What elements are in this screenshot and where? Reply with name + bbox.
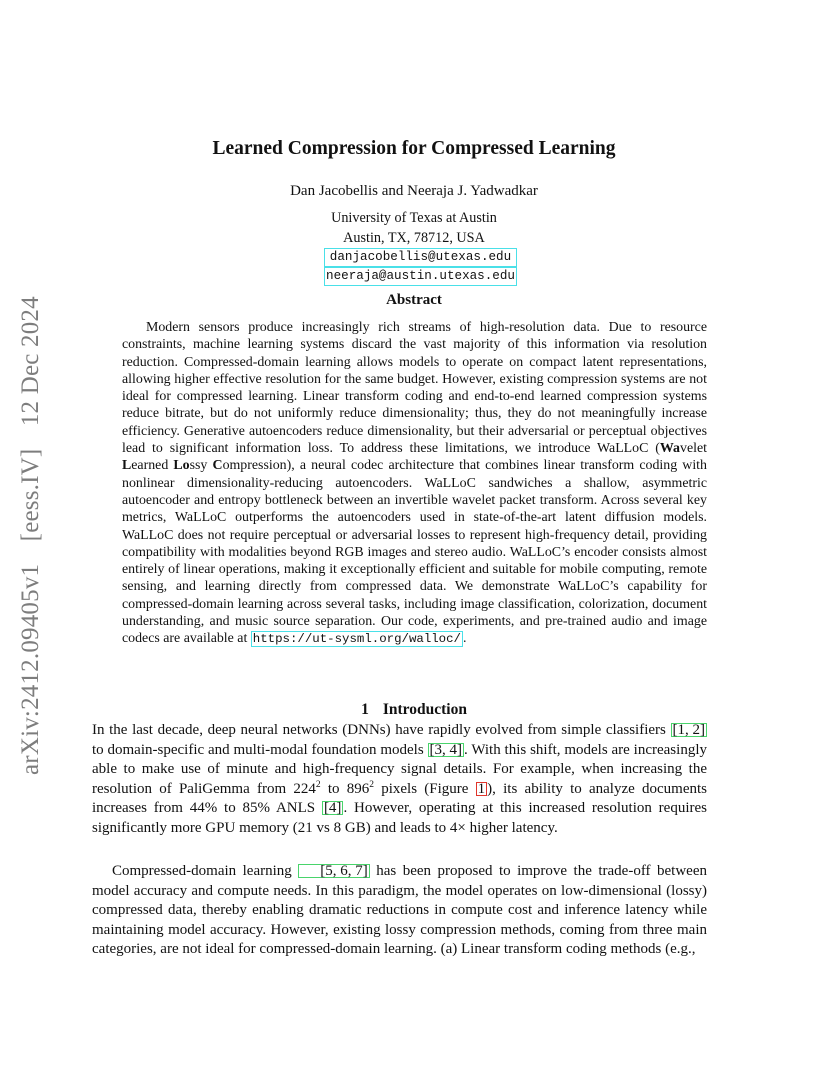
text-run: has been proposed to improve the trade-off between model accuracy and compute needs. In this paradigm, the model operates on low-dimensional (lossy) compressed data, thereby enabling dramatic reductions in compute cost and inference latency while maintaining model accuracy. However, existing lossy compression methods, coming from three main categories, are not ideal for compressed-domain learning. (a) Linear transform coding methods (e.g., <box>92 863 707 958</box>
arxiv-category: [eess.IV] <box>17 448 44 542</box>
section-number: 1 <box>361 701 369 718</box>
text-run: Compressed-domain learning <box>112 863 299 879</box>
superscript: 2 <box>369 779 374 790</box>
section-heading-introduction <box>92 701 736 719</box>
citation-link[interactable]: [1, 2] <box>672 722 705 738</box>
citation-link[interactable]: [3, 4] <box>429 741 462 758</box>
section-title: Introduction <box>382 701 467 718</box>
affiliation-institution: University of Texas at Austin <box>331 210 497 226</box>
arxiv-date: 12 Dec 2024 <box>17 296 44 427</box>
text-run: . However, operating at this increased resolution requires significantly more GPU memory (21 vs 8 GB) and leads to 4× higher latency. <box>92 800 707 836</box>
citation-link[interactable]: [5, 6, 7] <box>298 864 370 878</box>
acronym-c: C <box>212 458 223 474</box>
abstract-heading: Abstract <box>386 292 442 308</box>
figure-reference-link[interactable]: 1 <box>477 780 486 797</box>
text-run: to domain-specific and multi-modal foundation models <box>92 741 428 758</box>
intro-paragraph-2 <box>92 862 707 960</box>
abstract-body <box>122 319 707 649</box>
abstract-end: . <box>463 631 467 647</box>
email-link-author1[interactable]: danjacobellis@utexas.edu <box>324 248 517 267</box>
citation-link[interactable]: [4] <box>323 800 342 817</box>
acronym-text3: ssy <box>189 458 213 474</box>
acronym-text2: earned <box>131 458 174 474</box>
intro-paragraph-1 <box>92 721 707 839</box>
text-run: to 896 <box>320 780 370 797</box>
abstract-text-part2: ompression), a neural codec architecture that combines linear transform coding with nonlinear dimensionality-reducing autoencoders. WaLLoC sandwiches a shallow, asymmetric autoencoder and entropy bottleneck between an invertible wavelet packet transform. Across several key metrics, WaLLoC outperforms the autoencoders used in state-of-the-art latent diffusion models. WaLLoC does not require perceptual or adversarial losses to represent high-frequency detail, providing compatibility with modalities beyond RGB images and stereo audio. WaLLoC’s encoder consists almost entirely of linear operations, making it exceptionally efficient and suitable for mobile computing, remote sensing, and learning directly from compressed data. We demonstrate WaLLoC’s capability for compressed-domain learning across several tasks, including image classification, colorization, document understanding, and music source separation. Our code, experiments, and pre-trained audio and image codecs are available at <box>122 458 707 647</box>
text-run: . With this shift, models are increasingly able to make use of minute and high-frequency signal details. For example, when increasing the resolution of PaliGemma from 224 <box>92 741 707 797</box>
email-link-author2[interactable]: neeraja@austin.utexas.edu <box>324 267 517 286</box>
arxiv-identifier-stamp <box>17 280 45 775</box>
arxiv-id: arXiv:2412.09405v1 <box>17 563 44 775</box>
affiliation-address: Austin, TX, 78712, USA <box>343 230 485 246</box>
acronym-text1: velet <box>680 441 707 457</box>
superscript: 2 <box>315 779 321 790</box>
paper-title: Learned Compression for Compressed Learning <box>212 138 616 159</box>
acronym-l: L <box>122 458 132 474</box>
text-run: ), its ability to analyze documents increases from 44% to 85% ANLS <box>92 780 707 817</box>
acronym-wa: Wa <box>659 441 680 457</box>
paper-authors: Dan Jacobellis and Neeraja J. Yadwadkar <box>290 183 538 199</box>
project-url-link[interactable]: https://ut-sysml.org/walloc/ <box>252 632 461 647</box>
text-run: In the last decade, deep neural networks (DNNs) have rapidly evolved from simple classifiers <box>92 722 671 738</box>
abstract-text-part1: Modern sensors produce increasingly rich streams of high-resolution data. Due to resource constraints, machine learning systems discard the vast majority of this information via resolution reduction. Compressed-domain learning allows models to operate on compact latent representations, allowing higher effective resolution for the same budget. However, existing compression systems are not ideal for compressed learning. Linear transform coding and end-to-end learned compression systems reduce bitrate, but do not uniformly reduce dimensionality; thus, they do not meaningfully increase efficiency. Generative autoencoders reduce dimensionality, but their adversarial or perceptual objectives lead to significant information loss. To address these limitations, we introduce WaLLoC ( <box>122 320 707 457</box>
text-run: pixels (Figure <box>374 780 476 797</box>
acronym-lo: Lo <box>173 458 190 474</box>
